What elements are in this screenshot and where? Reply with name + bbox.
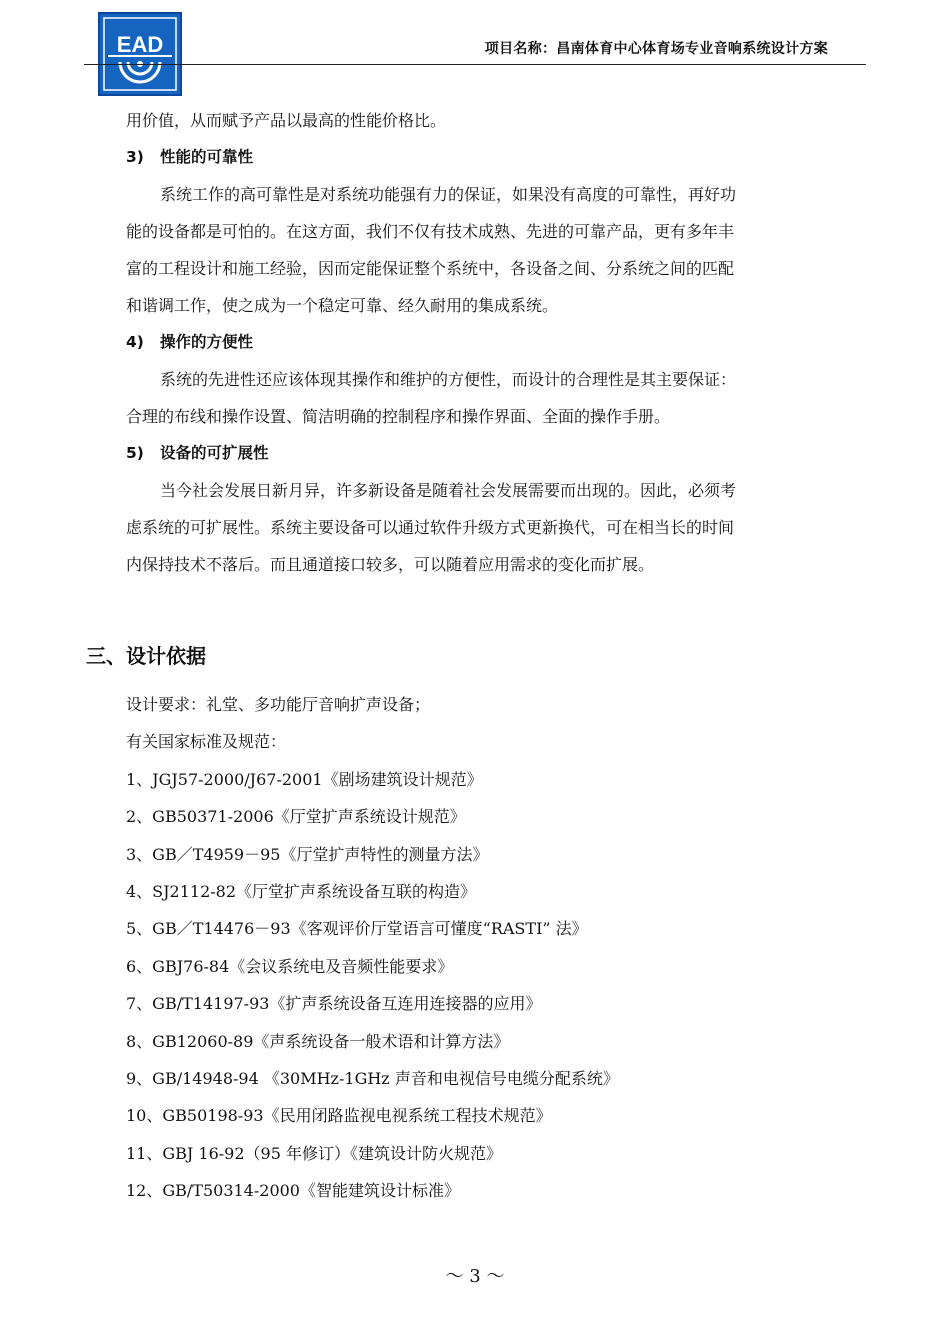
standard-item: 11、GBJ 16-92（95 年修订）《建筑设计防火规范》 (126, 1143, 502, 1163)
project-title: 项目名称：昌南体育中心体育场专业音响系统设计方案 (484, 41, 828, 57)
design-basis-list (126, 686, 852, 1210)
header-divider (84, 64, 866, 65)
design-requirement: 设计要求：礼堂、多功能厅音响扩声设备； (126, 695, 431, 714)
page-number: ～ 3 ～ (445, 1266, 505, 1287)
paragraph-line: 当今社会发展日新月异，许多新设备是随着社会发展需要而出现的。因此，必须考 (160, 481, 737, 500)
item-number: 5) (126, 444, 144, 462)
paragraph-line: 富的工程设计和施工经验，因而定能保证整个系统中，各设备之间、分系统之间的匹配 (126, 259, 735, 278)
standards-intro: 有关国家标准及规范： (126, 732, 287, 752)
standard-item: 2、GB50371-2006《厅堂扩声系统设计规范》 (126, 807, 466, 827)
intro-line: 用价值，从而赋予产品以最高的性能价格比。 (126, 111, 447, 130)
standard-item: 8、GB12060-89《声系统设备一般术语和计算方法》 (126, 1031, 510, 1051)
standard-item: 10、GB50198-93《民用闭路监视电视系统工程技术规范》 (126, 1106, 552, 1126)
item-heading (126, 435, 852, 472)
paragraph-line: 合理的布线和操作设置、简洁明确的控制程序和操作界面、全面的操作手册。 (126, 407, 671, 426)
logo-text: EAD (116, 32, 164, 57)
standard-item: 1、JGJ57-2000/J67-2001《剧场建筑设计规范》 (126, 769, 483, 789)
item-title: 设备的可扩展性 (160, 444, 269, 462)
paragraph-line: 内保持技术不落后。而且通道接口较多，可以随着应用需求的变化而扩展。 (126, 555, 655, 574)
item-number: 3) (126, 148, 144, 166)
item-heading (126, 139, 852, 176)
ead-logo-icon (100, 14, 180, 94)
section-heading: 三、设计依据 (86, 644, 206, 668)
paragraph-line: 虑系统的可扩展性。系统主要设备可以通过软件升级方式更新换代，可在相当长的时间 (126, 518, 735, 537)
item-title: 操作的方便性 (160, 333, 254, 351)
paragraph-line: 和谐调工作，使之成为一个稳定可靠、经久耐用的集成系统。 (126, 296, 559, 315)
standard-item: 5、GB／T14476－93《客观评价厅堂语言可懂度“RASTI” 法》 (126, 919, 588, 939)
body-content (126, 102, 852, 583)
standard-item: 4、SJ2112-82《厅堂扩声系统设备互联的构造》 (126, 882, 477, 902)
item-number: 4) (126, 333, 144, 351)
paragraph-line: 系统工作的高可靠性是对系统功能强有力的保证，如果没有高度的可靠性，再好功 (160, 185, 737, 204)
paragraph-line: 能的设备都是可怕的。在这方面，我们不仅有技术成熟、先进的可靠产品，更有多年丰 (126, 222, 735, 241)
standard-item: 7、GB/T14197-93《扩声系统设备互连用连接器的应用》 (126, 994, 542, 1014)
standard-item: 6、GBJ76-84《会议系统电及音频性能要求》 (126, 956, 454, 976)
paragraph-line: 系统的先进性还应该体现其操作和维护的方便性，而设计的合理性是其主要保证： (160, 370, 737, 389)
item-heading (126, 324, 852, 361)
standard-item: 12、GB/T50314-2000《智能建筑设计标准》 (126, 1181, 460, 1201)
standard-item: 3、GB／T4959－95《厅堂扩声特性的测量方法》 (126, 844, 489, 864)
standard-item: 9、GB/14948-94 《30MHz-1GHz 声音和电视信号电缆分配系统》 (126, 1069, 619, 1089)
item-title: 性能的可靠性 (160, 148, 254, 166)
company-logo (98, 12, 182, 96)
